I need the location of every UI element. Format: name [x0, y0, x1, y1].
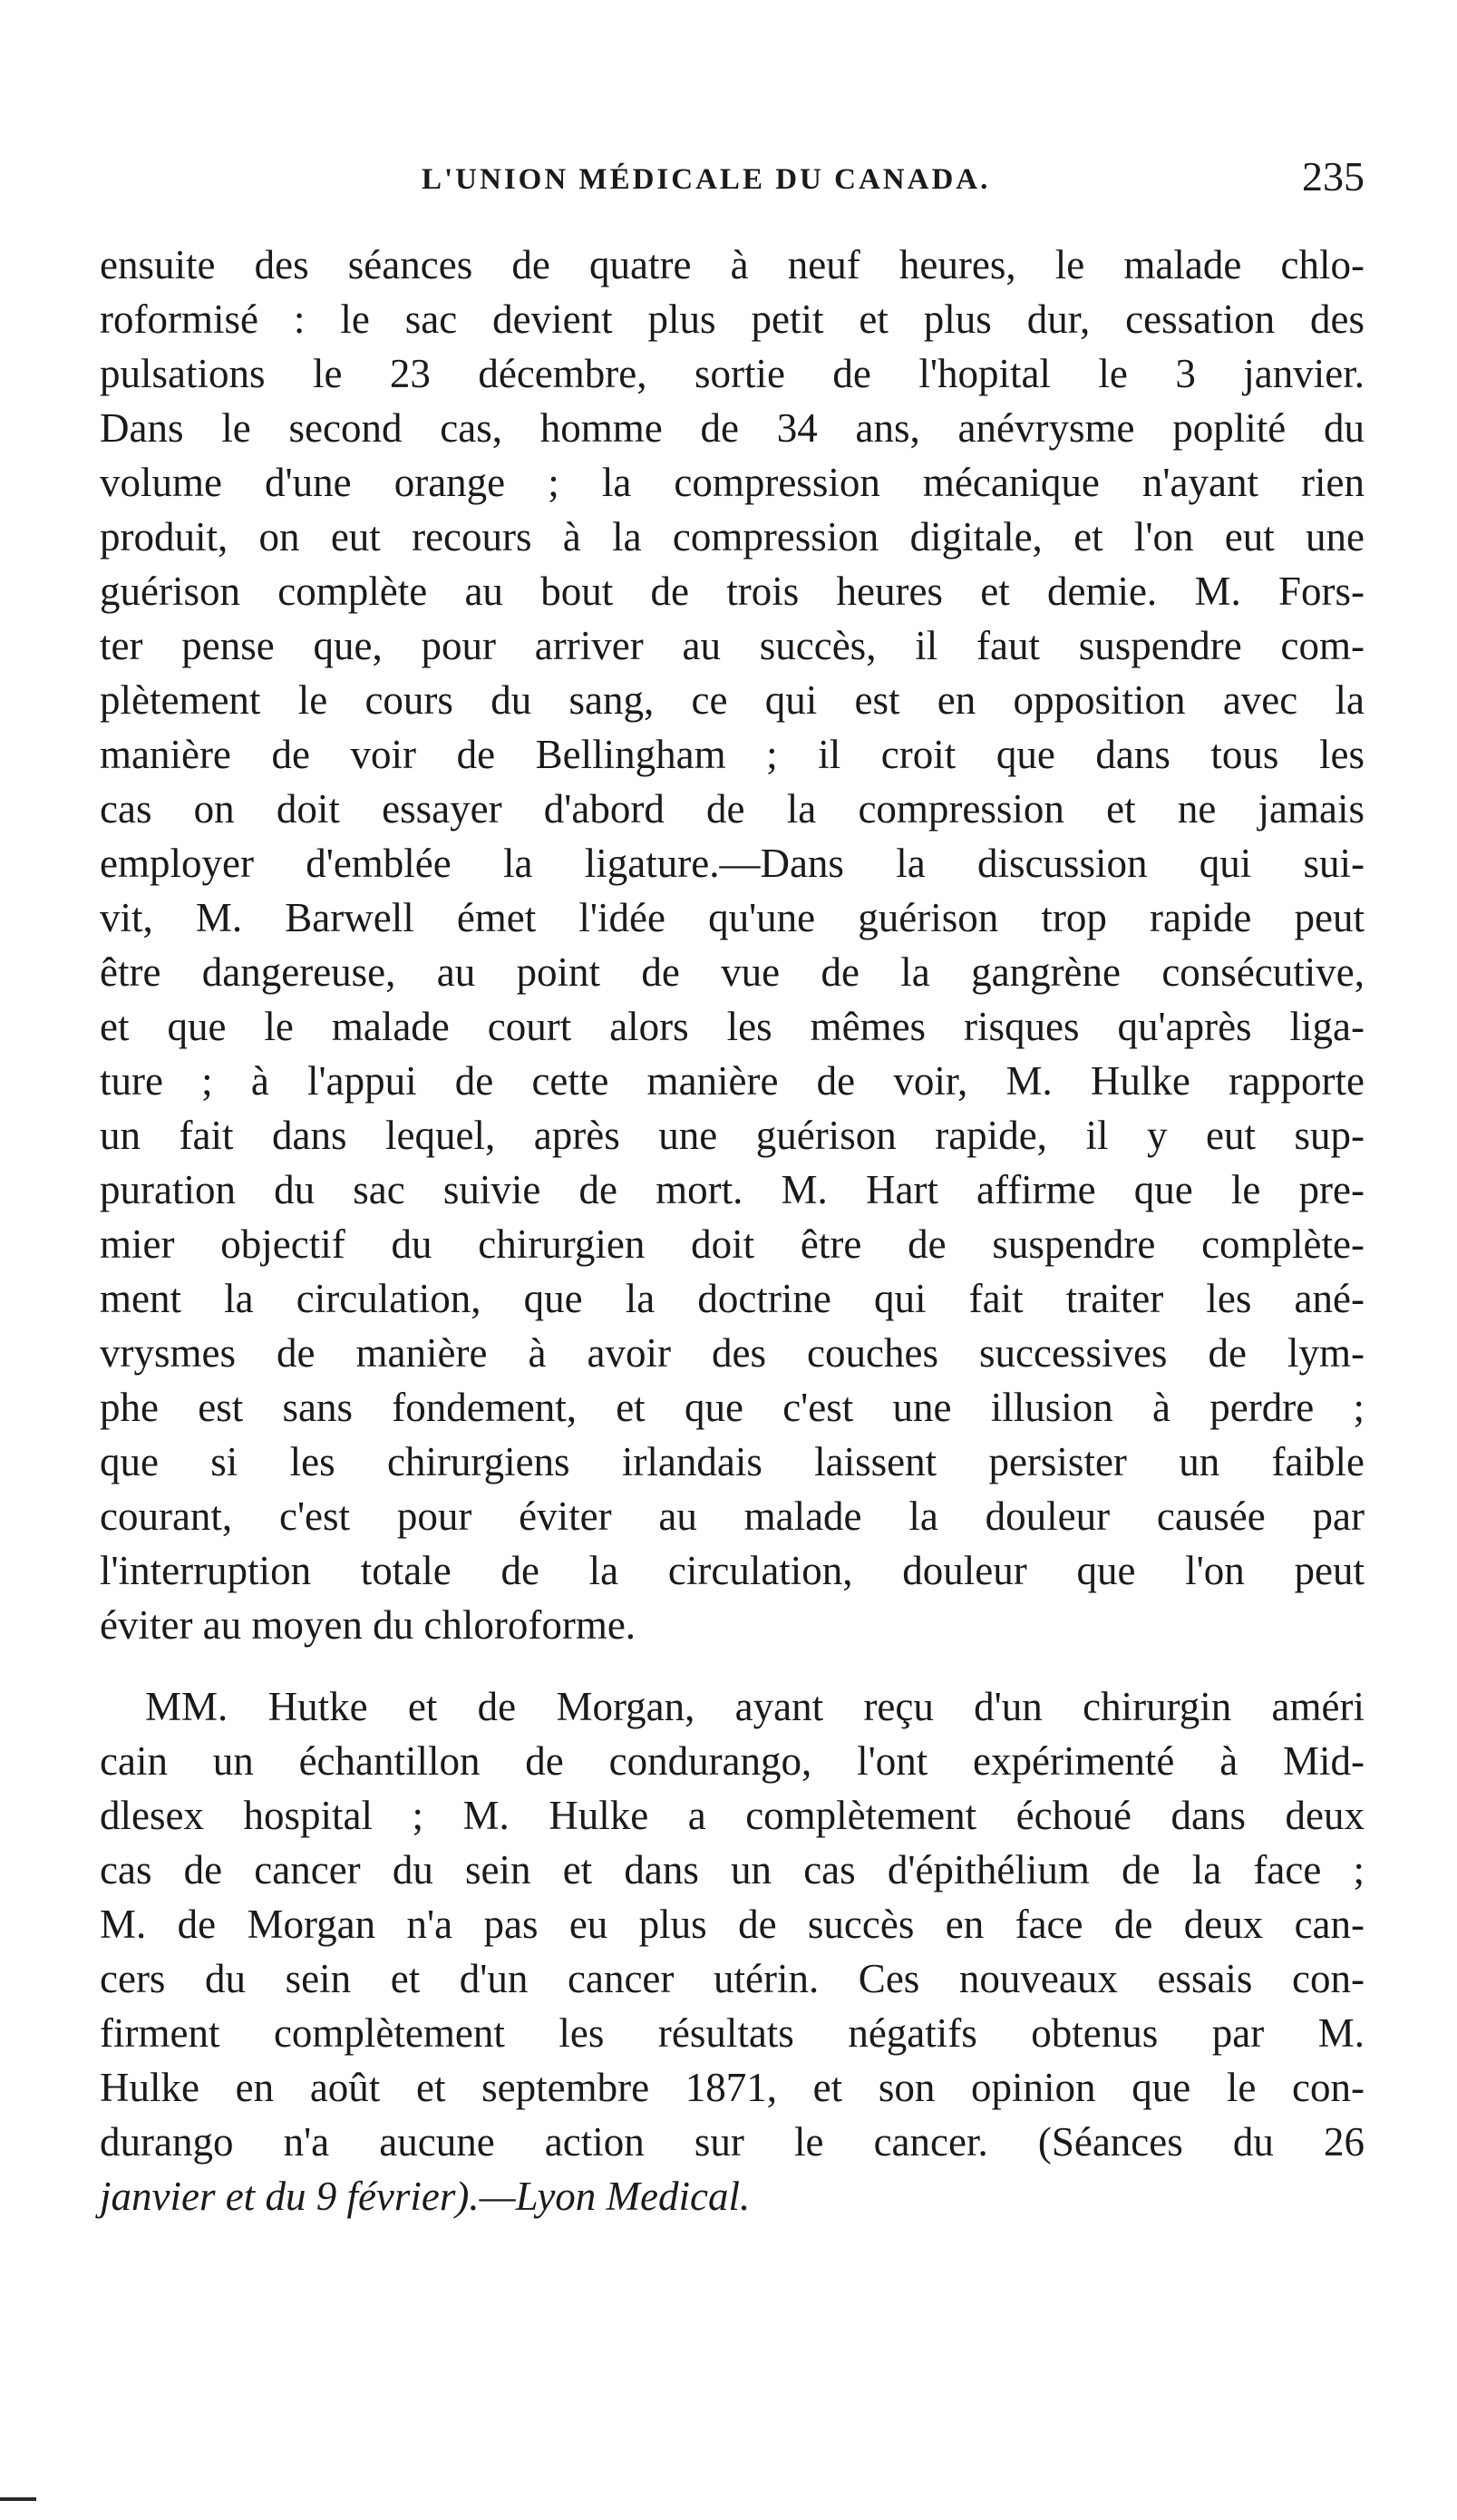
text-line: plètement le cours du sang, ce qui est en opposition avec la [100, 677, 1365, 723]
text-line: courant, c'est pour éviter au malade la douleur causée par [100, 1494, 1365, 1539]
text-line: pulsations le 23 décembre, sortie de l'hopital le 3 janvier. [100, 351, 1365, 396]
text-line: puration du sac suivie de mort. M. Hart affirme que le pre- [100, 1167, 1365, 1212]
text-line: mier objectif du chirurgien doit être de suspendre complète- [100, 1221, 1365, 1267]
text-line: cers du sein et d'un cancer utérin. Ces nouveaux essais con- [100, 1956, 1365, 2001]
text-line: guérison complète au bout de trois heures et demie. M. Fors- [100, 569, 1365, 614]
page-edge-mark [0, 2497, 36, 2501]
text-line: roformisé : le sac devient plus petit et plus dur, cessation des [100, 297, 1365, 342]
text-line: durango n'a aucune action sur le cancer. (Séances du 26 [100, 2119, 1365, 2165]
page-header [100, 152, 1365, 207]
text-line: manière de voir de Bellingham ; il croit que dans tous les [100, 732, 1365, 777]
text-line: et que le malade court alors les mêmes risques qu'après liga- [100, 1004, 1365, 1049]
text-line: firment complètement les résultats négatifs obtenus par M. [100, 2010, 1365, 2056]
text-line: employer d'emblée la ligature.—Dans la discussion qui sui- [100, 841, 1365, 886]
running-title: L'UNION MÉDICALE DU CANADA. [422, 163, 991, 196]
text-line: phe est sans fondement, et que c'est une illusion à perdre ; [100, 1385, 1365, 1430]
text-line: ment la circulation, que la doctrine qui fait traiter les ané- [100, 1276, 1365, 1321]
text-line: l'interruption totale de la circulation, douleur que l'on peut [100, 1548, 1365, 1593]
text-line: cas on doit essayer d'abord de la compression et ne jamais [100, 786, 1365, 832]
text-line: que si les chirurgiens irlandais laissent persister un faible [100, 1439, 1365, 1484]
text-line: ture ; à l'appui de cette manière de voir, M. Hulke rapporte [100, 1058, 1365, 1104]
page-number: 235 [1302, 153, 1365, 199]
text-line: M. de Morgan n'a pas eu plus de succès en face de deux can- [100, 1902, 1365, 1947]
text-line: cas de cancer du sein et dans un cas d'épithélium de la face ; [100, 1847, 1365, 1892]
text-line: ter pense que, pour arriver au succès, il faut suspendre com- [100, 623, 1365, 668]
text-line: ensuite des séances de quatre à neuf heures, le malade chlo- [100, 242, 1365, 287]
text-line: dlesex hospital ; M. Hulke a complètement échoué dans deux [100, 1793, 1365, 1838]
text-line: éviter au moyen du chloroforme. [100, 1602, 636, 1648]
text-line: janvier et du 9 février).—Lyon Medical. [100, 2174, 751, 2219]
text-line: vrysmes de manière à avoir des couches successives de lym- [100, 1330, 1365, 1376]
text-line: vit, M. Barwell émet l'idée qu'une guérison trop rapide peut [100, 895, 1365, 940]
text-line: produit, on eut recours à la compression digitale, et l'on eut une [100, 514, 1365, 559]
text-line: MM. Hutke et de Morgan, ayant reçu d'un chirurgin améri [145, 1684, 1365, 1729]
text-line: être dangereuse, au point de vue de la gangrène consécutive, [100, 949, 1365, 995]
text-line: cain un échantillon de condurango, l'ont expérimenté à Mid- [100, 1738, 1365, 1784]
text-line: volume d'une orange ; la compression mécanique n'ayant rien [100, 460, 1365, 505]
text-line: Dans le second cas, homme de 34 ans, anévrysme poplité du [100, 405, 1365, 451]
text-line: un fait dans lequel, après une guérison rapide, il y eut sup- [100, 1113, 1365, 1158]
text-line: Hulke en août et septembre 1871, et son opinion que le con- [100, 2065, 1365, 2110]
